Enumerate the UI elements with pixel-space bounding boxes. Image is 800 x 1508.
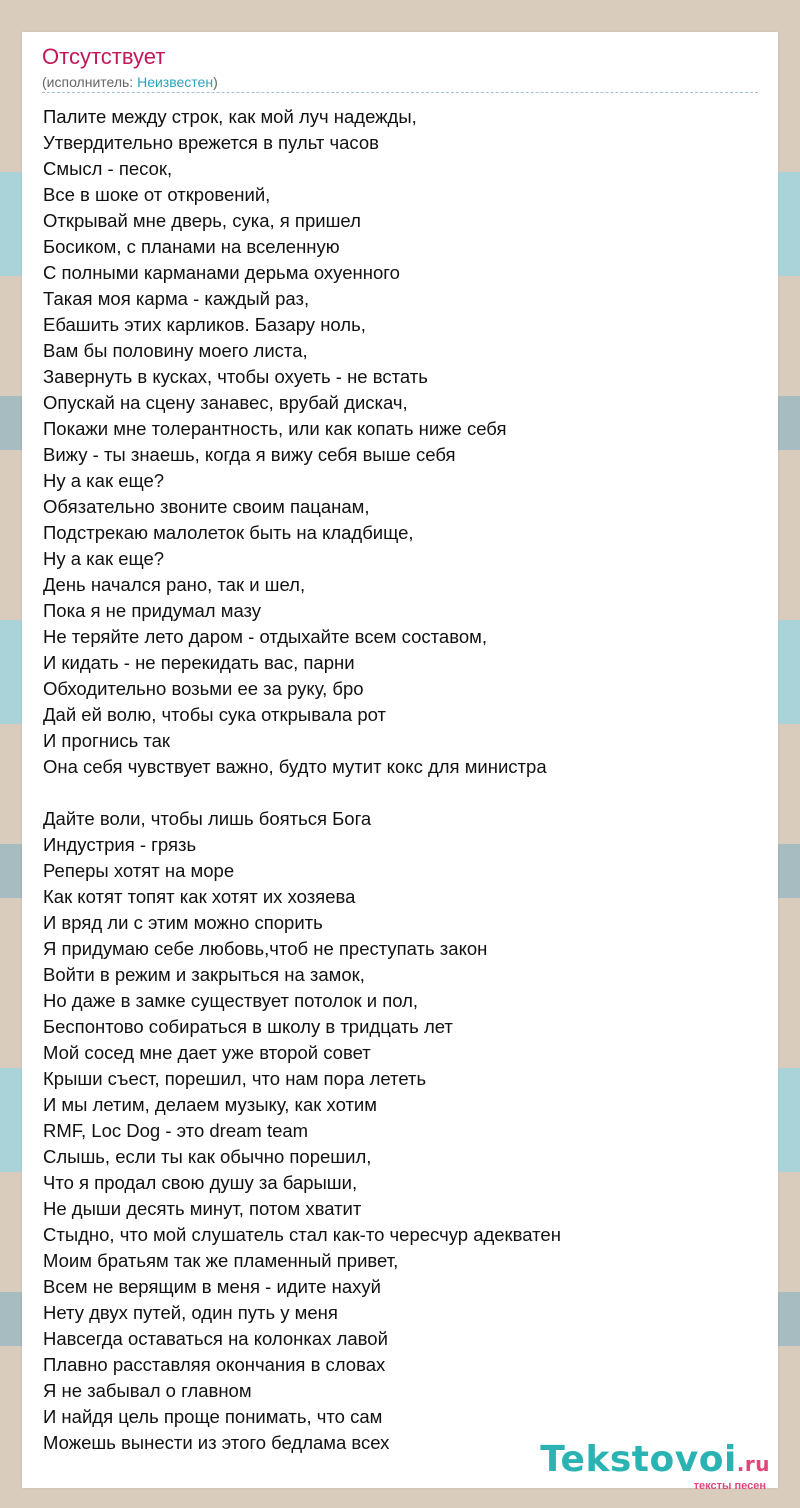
logo-tld: .ru <box>736 1452 770 1476</box>
lyric-line: Ну а как еще? <box>43 548 165 569</box>
lyric-line: День начался рано, так и шел, <box>43 574 306 595</box>
lyric-line: Всем не верящим в меня - идите нахуй <box>43 1276 381 1297</box>
lyric-line: Открывай мне дверь, сука, я пришел <box>43 210 361 231</box>
lyric-line: Как котят топят как хотят их хозяева <box>43 886 356 907</box>
lyric-line: Покажи мне толерантность, или как копать ниже себя <box>43 418 507 439</box>
lyric-line: Пока я не придумал мазу <box>43 600 262 621</box>
lyric-line: Утвердительно врежется в пульт часов <box>43 132 379 153</box>
lyric-line: Можешь вынести из этого бедлама всех <box>43 1432 390 1453</box>
lyric-line: Индустрия - грязь <box>43 834 197 855</box>
lyric-line <box>43 780 763 806</box>
lyric-line: Она себя чувствует важно, будто мутит кокс для министра <box>43 756 547 777</box>
lyric-line: И найдя цель проще понимать, что сам <box>43 1406 383 1427</box>
artist-line <box>42 73 218 91</box>
lyric-line: Нету двух путей, один путь у меня <box>43 1302 338 1323</box>
logo-wordmark <box>540 1439 770 1482</box>
lyric-line: Не дыши десять минут, потом хватит <box>43 1198 362 1219</box>
lyric-line: Реперы хотят на море <box>43 860 235 881</box>
lyric-line: И вряд ли с этим можно спорить <box>43 912 323 933</box>
artist-prefix: (исполнитель: <box>42 74 138 90</box>
lyric-line: С полными карманами дерьма охуенного <box>43 262 400 283</box>
artist-suffix: ) <box>213 74 218 90</box>
lyric-line: Войти в режим и закрыться на замок, <box>43 964 365 985</box>
lyric-line: Моим братьям так же пламенный привет, <box>43 1250 399 1271</box>
logo-tagline: тексты песен <box>693 1480 766 1492</box>
lyric-line: Вам бы половину моего листа, <box>43 340 308 361</box>
lyric-line: Босиком, с планами на вселенную <box>43 236 340 257</box>
lyric-line: Дай ей волю, чтобы сука открывала рот <box>43 704 386 725</box>
lyric-line: Я не забывал о главном <box>43 1380 252 1401</box>
lyric-line: Стыдно, что мой слушатель стал как-то чересчур адекватен <box>43 1224 561 1245</box>
lyric-line: Плавно расставляя окончания в словах <box>43 1354 386 1375</box>
lyric-line: Крыши съест, порешил, что нам пора лететь <box>43 1068 427 1089</box>
lyric-line: Что я продал свою душу за барыши, <box>43 1172 358 1193</box>
lyric-line: Обходительно возьми ее за руку, бро <box>43 678 364 699</box>
lyric-line: Ну а как еще? <box>43 470 165 491</box>
lyric-line: RMF, Loc Dog - это dream team <box>43 1120 309 1141</box>
lyric-line: Но даже в замке существует потолок и пол, <box>43 990 419 1011</box>
lyric-line: Все в шоке от откровений, <box>43 184 271 205</box>
lyric-line: Я придумаю себе любовь,чтоб не преступать закон <box>43 938 488 959</box>
lyric-line: Дайте воли, чтобы лишь бояться Бога <box>43 808 372 829</box>
song-title: Отсутствует <box>42 44 166 69</box>
lyric-line: Вижу - ты знаешь, когда я вижу себя выше себя <box>43 444 456 465</box>
lyric-line: Беспонтово собираться в школу в тридцать лет <box>43 1016 453 1037</box>
lyric-line: И мы летим, делаем музыку, как хотим <box>43 1094 377 1115</box>
lyric-line: Опускай на сцену занавес, врубай дискач, <box>43 392 408 413</box>
header-divider <box>42 92 758 93</box>
lyric-line: Ебашить этих карликов. Базару ноль, <box>43 314 366 335</box>
lyric-line: Навсегда оставаться на колонках лавой <box>43 1328 388 1349</box>
lyric-line: И кидать - не перекидать вас, парни <box>43 652 355 673</box>
lyric-line: Смысл - песок, <box>43 158 173 179</box>
lyric-line: Обязательно звоните своим пацанам, <box>43 496 370 517</box>
lyric-line: И прогнись так <box>43 730 171 751</box>
lyric-line: Такая моя карма - каждый раз, <box>43 288 310 309</box>
lyric-line: Не теряйте лето даром - отдыхайте всем составом, <box>43 626 487 647</box>
lyric-line: Палите между строк, как мой луч надежды, <box>43 106 417 127</box>
lyric-line: Слышь, если ты как обычно порешил, <box>43 1146 372 1167</box>
lyrics-text <box>43 104 763 1456</box>
lyric-line: Завернуть в кусках, чтобы охуеть - не встать <box>43 366 428 387</box>
logo-main-text: Tekstovoi <box>540 1439 737 1480</box>
artist-link[interactable]: Неизвестен <box>137 74 214 90</box>
lyric-line: Подстрекаю малолеток быть на кладбище, <box>43 522 414 543</box>
lyric-line: Мой сосед мне дает уже второй совет <box>43 1042 371 1063</box>
site-logo[interactable] <box>540 1439 770 1492</box>
